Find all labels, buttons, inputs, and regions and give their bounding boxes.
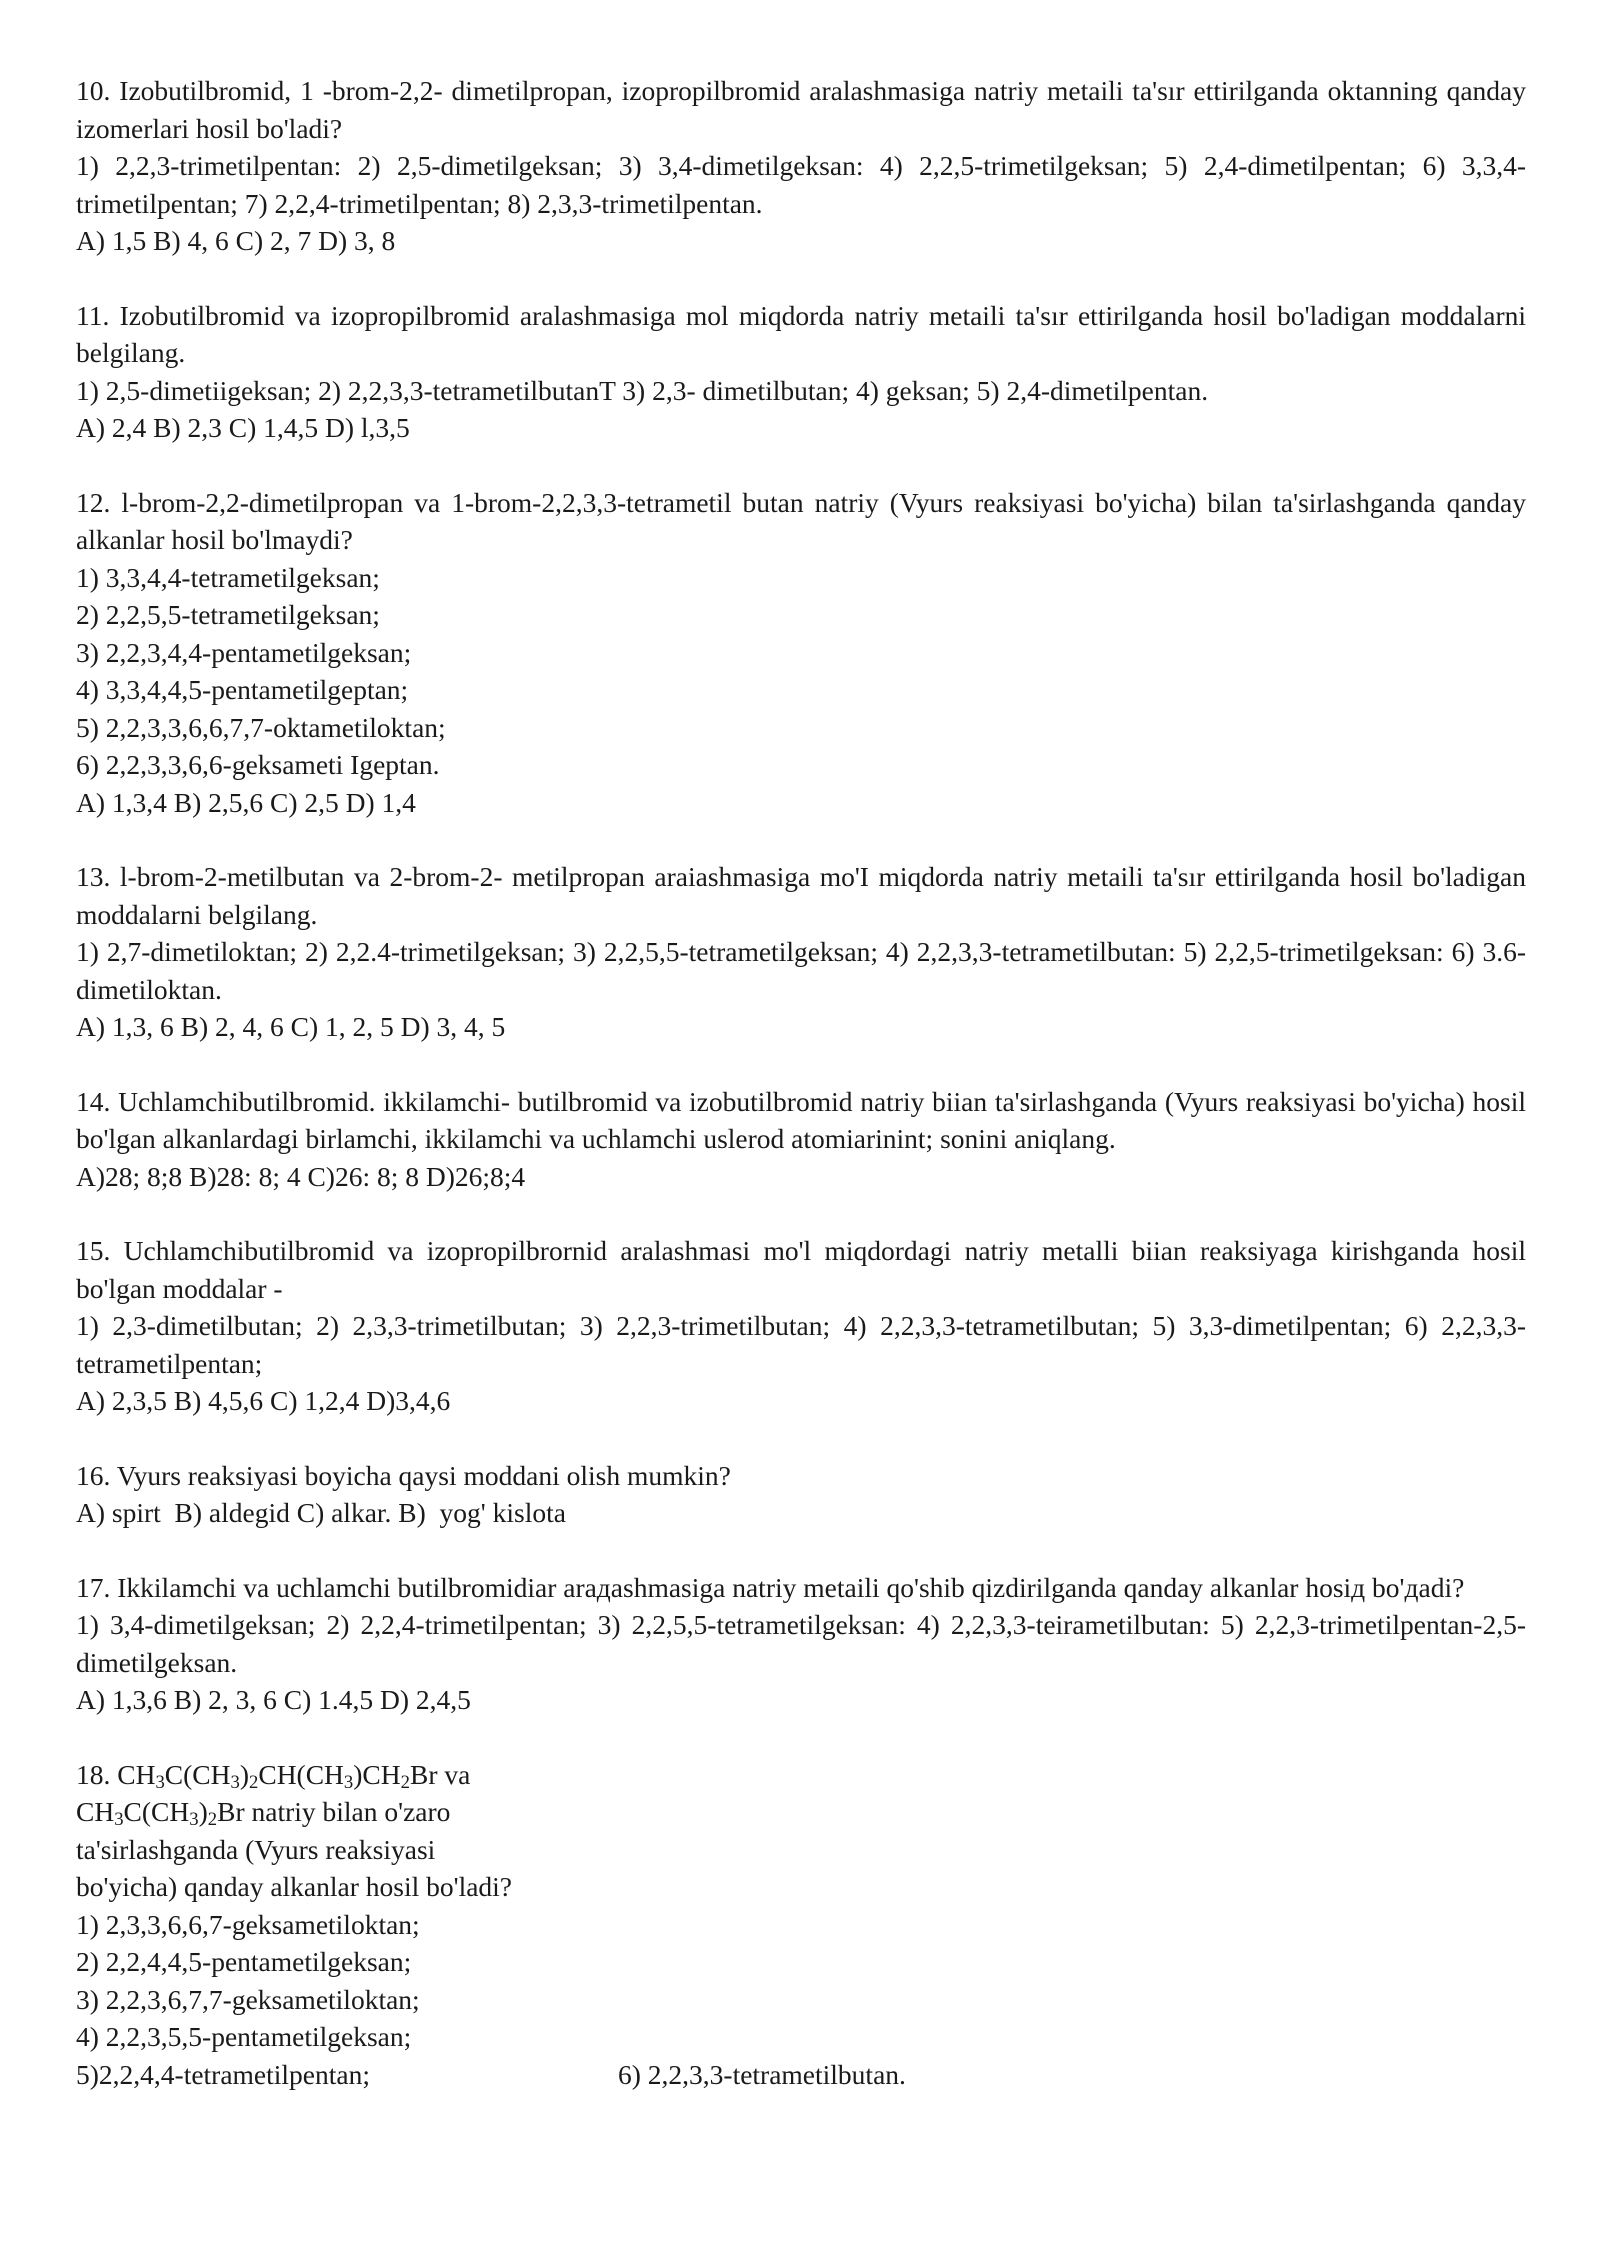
answer-choices: A) 2,3,5 B) 4,5,6 C) 1,2,4 D)3,4,6 xyxy=(76,1385,451,1416)
formula-line: $CH_3C(CH_3)_2Br$ natriy bilan o'zaro xyxy=(76,1796,451,1831)
answer-choices: A) spirt B) aldegid C) alkar. B) yog' kislota xyxy=(76,1497,566,1528)
question-text xyxy=(76,1756,636,1906)
question-text: 14. Uchlamchibutilbromid. ikkilamchi- butilbromid va izobutilbromid natriy biian ta'sirlashganda (Vyurs reaksiyasi bo'yicha) hosil bo'lgan alkanlardagi birlamchi, ikkilamchi va uchlamchi uslerod atomiarinint; sonini aniqlang. xyxy=(76,1085,1526,1154)
question-text-line: ta'sirlashganda (Vyurs reaksiyasi xyxy=(76,1833,436,1865)
answer-choices: A) 1,3, 6 B) 2, 4, 6 C) 1, 2, 5 D) 3, 4, 5 xyxy=(76,1011,506,1042)
option-line xyxy=(76,2056,1526,2094)
question-text: 13. l-brom-2-metilbutan va 2-brom-2- metilpropan araiashmasiga mo'I miqdorda natriy metaili ta'sır ettirilganda hosil bo'ladigan moddalarni belgilang. xyxy=(76,861,1526,930)
option-left: 5)2,2,4,4-tetrametilpentan; xyxy=(76,2058,371,2090)
question-17 xyxy=(76,1569,1526,1719)
question-options: 1) 2,3-dimetilbutan; 2) 2,3,3-trimetilbutan; 3) 2,2,3-trimetilbutan; 4) 2,2,3,3-tetrametilbutan; 5) 3,3-dimetilpentan; 6) 2,2,3,3-tetrametilpentan; xyxy=(76,1310,1526,1379)
answer-choices: A) 1,3,6 B) 2, 3, 6 C) 1.4,5 D) 2,4,5 xyxy=(76,1684,471,1715)
question-text: 10. Izobutilbromid, 1 -brom-2,2- dimetilpropan, izopropilbromid aralashmasiga natriy metaili ta'sır ettirilganda oktanning qanday izomerlari hosil bo'ladi? xyxy=(76,75,1526,144)
question-options: 1) 3,4-dimetilgeksan; 2) 2,2,4-trimetilpentan; 3) 2,2,5,5-tetrametilgeksan: 4) 2,2,3,3-teirametilbutan: 5) 2,2,3-trimetilpentan-2,5-dimetilgeksan. xyxy=(76,1609,1526,1678)
question-text: 11. Izobutilbromid va izopropilbromid aralashmasiga mol miqdorda natriy metaili ta'sır ettirilganda hosil bo'ladigan moddalarni belgilang. xyxy=(76,299,1526,368)
question-11 xyxy=(76,297,1526,447)
answer-choices: A)28; 8;8 B)28: 8; 4 C)26: 8; 8 D)26;8;4 xyxy=(76,1160,526,1192)
option-line: 1) 3,3,4,4-tetrametilgeksan; xyxy=(76,561,380,593)
question-14 xyxy=(76,1083,1526,1196)
question-10 xyxy=(76,72,1526,260)
question-text-line: bo'yicha) qanday alkanlar hosil bo'ladi? xyxy=(76,1871,513,1902)
option-line: 4) 2,2,3,5,5-pentametilgeksan; xyxy=(76,2021,412,2052)
question-options: 1) 2,5-dimetiigeksan; 2) 2,2,3,3-tetrametilbutanT 3) 2,3- dimetilbutan; 4) geksan; 5) 2,4-dimetilpentan. xyxy=(76,374,1209,406)
answer-choices: A) 1,5 B) 4, 6 C) 2, 7 D) 3, 8 xyxy=(76,225,396,256)
question-15 xyxy=(76,1232,1526,1420)
answer-choices: A) 1,3,4 B) 2,5,6 C) 2,5 D) 1,4 xyxy=(76,786,416,818)
option-line: 4) 3,3,4,4,5-pentametilgeptan; xyxy=(76,674,409,705)
option-right: 6) 2,2,3,3-tetrametilbutan. xyxy=(618,2058,906,2090)
question-text: 12. l-brom-2,2-dimetilpropan va 1-brom-2,2,3,3-tetrametil butan natriy (Vyurs reaksiyasi bo'yicha) bilan ta'sirlashganda qanday alkanlar hosil bo'lmaydi? xyxy=(76,486,1526,555)
question-text: 16. Vyurs reaksiyasi boyicha qaysi moddani olish mumkin? xyxy=(76,1459,731,1491)
option-line: 1) 2,3,3,6,6,7-geksametiloktan; xyxy=(76,1908,420,1940)
question-13 xyxy=(76,858,1526,1046)
question-text: 17. Ikkilamchi va uchlamchi butilbromidiar araдashmasiga natriy metaili qo'shib qizdirilganda qanday alkanlar hosiд bo'дadi? xyxy=(76,1571,1465,1603)
question-12 xyxy=(76,484,1526,822)
question-text: 15. Uchlamchibutilbromid va izopropilbrornid aralashmasi mo'l miqdordagi natriy metalli biian reaksiyaga kirishganda hosil bo'lgan moddalar - xyxy=(76,1235,1526,1304)
question-16 xyxy=(76,1457,1526,1532)
answer-choices: A) 2,4 B) 2,3 C) 1,4,5 D) l,3,5 xyxy=(76,412,410,443)
question-options: 1) 2,7-dimetiloktan; 2) 2,2.4-trimetilgeksan; 3) 2,2,5,5-tetrametilgeksan; 4) 2,2,3,3-tetrametilbutan: 5) 2,2,5-trimetilgeksan: 6) 3.6-dimetiloktan. xyxy=(76,936,1526,1005)
question-18 xyxy=(76,1756,1526,2094)
option-line: 6) 2,2,3,3,6,6-geksameti Igeptan. xyxy=(76,749,440,780)
formula-line: 18. $CH_3C(CH_3)_2CH(CH_3)CH_2Br$ va xyxy=(76,1758,471,1793)
option-line: 3) 2,2,3,4,4-pentametilgeksan; xyxy=(76,636,412,668)
option-line: 2) 2,2,4,4,5-pentametilgeksan; xyxy=(76,1946,412,1977)
question-options: 1) 2,2,3-trimetilpentan: 2) 2,5-dimetilgeksan; 3) 3,4-dimetilgeksan: 4) 2,2,5-trimetilgeksan; 5) 2,4-dimetilpentan; 6) 3,3,4-trimetilpentan; 7) 2,2,4-trimetilpentan; 8) 2,3,3-trimetilpentan. xyxy=(76,150,1526,219)
option-line: 2) 2,2,5,5-tetrametilgeksan; xyxy=(76,599,380,630)
option-line: 5) 2,2,3,3,6,6,7,7-oktametiloktan; xyxy=(76,711,446,743)
option-line: 3) 2,2,3,6,7,7-geksametiloktan; xyxy=(76,1983,420,2015)
